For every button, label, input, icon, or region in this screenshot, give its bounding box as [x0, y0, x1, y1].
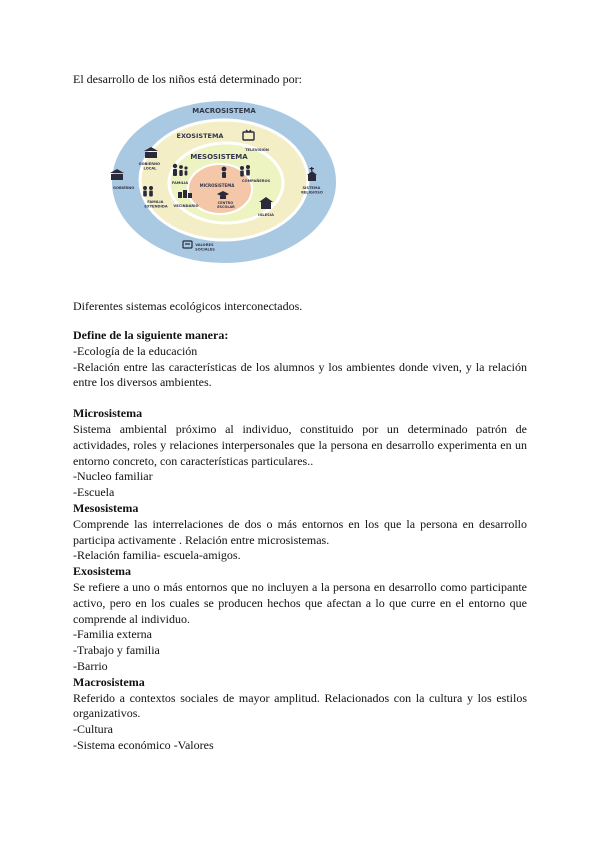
list-item: -Sistema económico -Valores: [73, 737, 214, 752]
companeros-label: COMPAÑEROS: [241, 179, 271, 183]
list-item: -Trabajo y familia: [73, 643, 160, 658]
ecological-systems-diagram: [108, 97, 340, 267]
familia-extendida-label: FAMILIA EXTENDIDA: [144, 200, 168, 209]
mesosystem-label: MESOSISTEMA: [190, 153, 248, 161]
section-body-microsistema: Sistema ambiental próximo al individuo, constituido por un determinado patrón de actividades, roles y relaciones interpersonales que la persona en desarrollo experimenta en un entorno concreto, con características particulares..: [73, 421, 527, 468]
familia-label: FAMILIA: [171, 181, 189, 185]
list-item: -Escuela: [73, 485, 115, 500]
microsystem-label: MICROSISTEMA: [199, 183, 235, 188]
list-item: -Cultura: [73, 722, 113, 737]
document-body: [73, 328, 527, 754]
define-line: -Ecología de la educación: [73, 343, 198, 358]
section-body-exosistema: Se refiere a uno o más entornos que no incluyen a la persona en desarrollo como participante activo, pero en los cuales se producen hechos que afectan a lo que curre en el entorno que comprende al individuo.: [73, 579, 527, 626]
define-line: -Relación entre las características de los alumnos y los ambientes donde viven, y la relación entre los diversos ambientes.: [73, 359, 527, 390]
section-title-microsistema: Microsistema: [73, 406, 143, 421]
gobierno-label: GOBIERNO: [113, 186, 135, 190]
vecindario-label: VECINDARIO: [173, 204, 199, 208]
television-label: TELEVISIÓN: [245, 148, 269, 152]
list-item: -Barrio: [73, 658, 108, 673]
sistema-religioso-label: SISTEMA RELIGIOSO: [301, 186, 323, 195]
macrosystem-label: MACROSISTEMA: [192, 107, 256, 115]
gobierno-local-label: GOBIERNO LOCAL: [138, 162, 161, 171]
section-title-mesosistema: Mesosistema: [73, 500, 139, 515]
intro-text: El desarrollo de los niños está determinado por:: [73, 72, 302, 86]
exosystem-label: EXOSISTEMA: [176, 132, 224, 140]
valores-sociales-label: VALORES SOCIALES: [195, 243, 215, 252]
define-heading: Define de la siguiente manera:: [73, 328, 229, 342]
section-body-mesosistema: Comprende las interrelaciones de dos o más entornos en los que la persona en desarrollo participa activamente . Relación entre microsistemas.: [73, 516, 527, 547]
section-title-exosistema: Exosistema: [73, 564, 131, 579]
list-item: -Nucleo familiar: [73, 469, 153, 484]
iglesia-label: IGLESIA: [258, 213, 274, 217]
section-title-macrosistema: Macrosistema: [73, 674, 145, 689]
list-item: -Familia externa: [73, 627, 152, 642]
diagram-caption: Diferentes sistemas ecológicos interconectados.: [73, 299, 303, 313]
list-item: -Relación familia- escuela-amigos.: [73, 548, 241, 563]
section-body-macrosistema: Referido a contextos sociales de mayor amplitud. Relacionados con la cultura y los estilos organizativos.: [73, 690, 527, 721]
child-icon: [222, 167, 227, 178]
centro-escolar-label: CENTRO ESCOLAR: [217, 201, 235, 209]
